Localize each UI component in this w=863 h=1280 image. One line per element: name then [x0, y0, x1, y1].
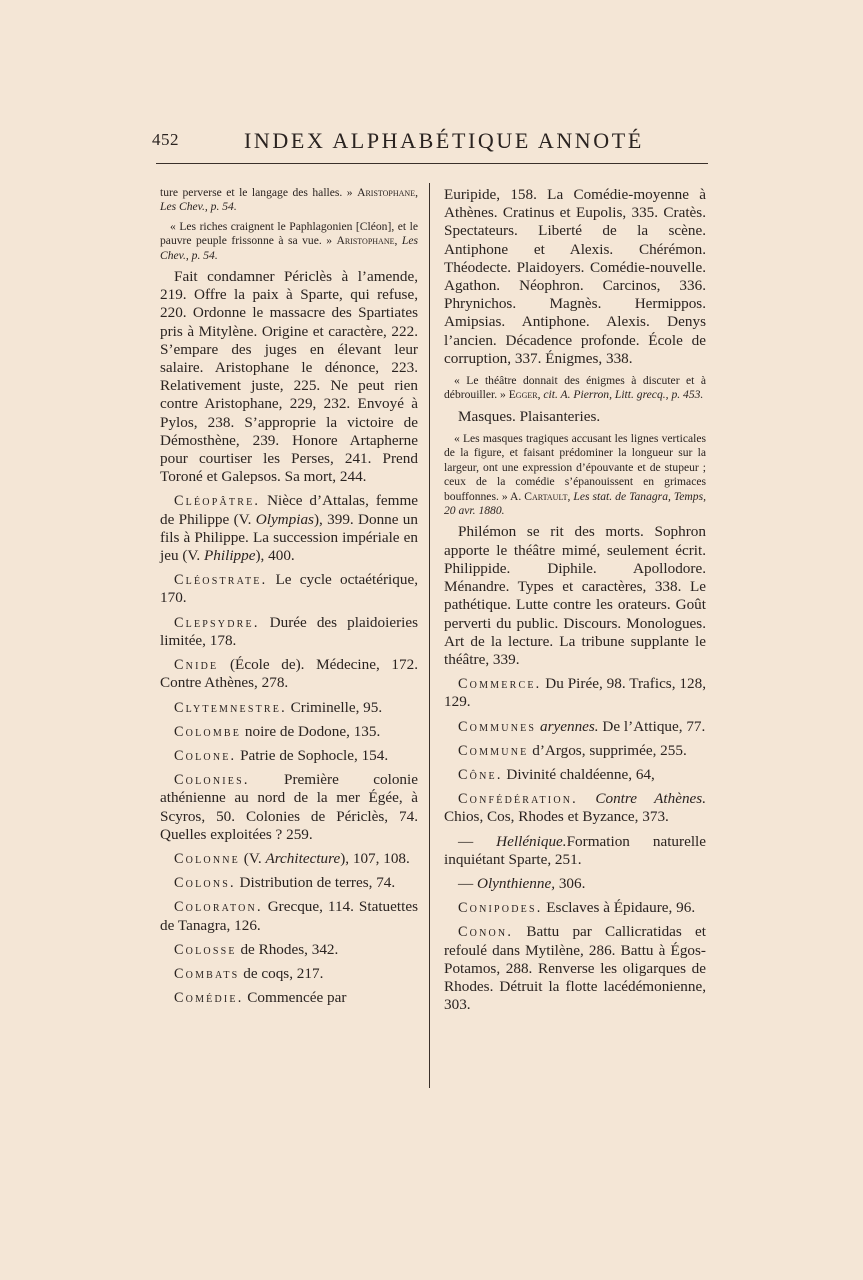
quote-cleon: « Les riches craignent le Paphlagonien [Cléon], et le pauvre peuple frissonne à sa vue. » Aristophane, Les Chev., p. 54.	[160, 219, 418, 262]
right-column	[444, 186, 706, 1020]
entry-clytemnestre: Clytemnestre. Criminelle, 95.	[174, 698, 383, 716]
running-title: INDEX ALPHABÉTIQUE ANNOTÉ	[244, 128, 644, 153]
entry-cleopatre: Cléopâtre. Nièce d’Attalas, femme de Philippe (V. Olympias), 399. Donne un fils à Philippe. La succession impériale en jeu (V. Philippe), 400.	[160, 492, 418, 565]
entry-colons: Colons. Distribution de terres, 74.	[174, 874, 396, 892]
entry-philemon: Philémon se rit des morts. Sophron apporte le théâtre mimé, seulement écrit. Philippide. Diphile. Apollodore. Ménandre. Types et caractères, 338. Le pathétique. Lutte contre les orateurs. Goût perverti du public. Discours. Monologues. Art de la lecture. La tribune supplante le théâtre, 339.	[444, 523, 706, 668]
entry-hellenique: — Hellénique.Formation naturelle inquiétant Sparte, 251.	[444, 832, 706, 868]
entry-commerce: Commerce. Du Pirée, 98. Trafics, 128, 129.	[444, 675, 706, 711]
entry-colonies: Colonies. Première colonie athénienne au nord de la mer Égée, à Scyros, 50. Colonies de Périclès, 74. Quelles exploitées ? 259.	[160, 771, 418, 843]
column-divider	[429, 183, 430, 1088]
quote-continuation: ture perverse et le langage des halles. » Aristophane, Les Chev., p. 54.	[160, 186, 418, 214]
left-column	[160, 186, 418, 1013]
entry-clepsydre: Clepsydre. Durée des plaidoieries limitée, 178.	[160, 613, 418, 649]
entry-comedie-continued: Euripide, 158. La Comédie-moyenne à Athènes. Cratinus et Eupolis, 335. Cratès. Spectateurs. Liberté de la scène. Antiphone et Alexis. Chérémon. Théodecte. Plaidoyers. Comédie-nouvelle. Agathon. Néophron. Carcinos, 336. Phrynichos. Magnès. Hermippos. Amipsias. Antiphone. Alexis. Denys l’ancien. Décadence profonde. École de corruption, 337. Énigmes, 338.	[444, 186, 706, 367]
entry-conipodes: Conipodes. Esclaves à Épidaure, 96.	[458, 899, 696, 917]
entry-combats: Combats de coqs, 217.	[174, 964, 324, 982]
entry-colosse: Colosse de Rhodes, 342.	[174, 940, 339, 958]
entry-cone: Cône. Divinité chaldéenne, 64,	[458, 765, 655, 783]
entry-commune: Commune d’Argos, supprimée, 255.	[458, 741, 687, 759]
entry-masques: Masques. Plaisanteries.	[458, 407, 601, 425]
entry-cleostrate: Cléostrate. Le cycle octaétérique, 170.	[160, 571, 418, 607]
entry-olynthienne: — Olynthienne, 306.	[458, 874, 586, 892]
entry-conon: Conon. Battu par Callicratidas et refoulé dans Mytilène, 286. Battu à Égos-Potamos, 288. Renverse les oligarques de Rhodes. Détruit la flotte lacédémonienne, 303.	[444, 923, 706, 1014]
entry-cnide: Cnide (École de). Médecine, 172. Contre Athènes, 278.	[160, 656, 418, 692]
page-header	[152, 128, 712, 158]
entry-coloraton: Coloraton. Grecque, 114. Statuettes de Tanagra, 126.	[160, 898, 418, 934]
entry-colonne: Colonne (V. Architecture), 107, 108.	[174, 849, 410, 867]
entry-communes: Communes aryennes. De l’Attique, 77.	[458, 717, 706, 735]
quote-cartault: « Les masques tragiques accusant les lignes verticales de la figure, et faisant prédominer la longueur sur la largeur, ont une expression d’épouvante et de stupeur ; ceux de la comédie s’épanouissent en grimaces bouffonnes. » A. Cartault, Les stat. de Tanagra, Temps, 20 avr. 1880.	[444, 432, 707, 518]
entry-colone: Colone. Patrie de Sophocle, 154.	[174, 746, 389, 764]
entry-confederation: Confédération. Contre Athènes. Chios, Cos, Rhodes et Byzance, 373.	[444, 790, 706, 826]
entry-cleon-text: Fait condamner Périclès à l’amende, 219. Offre la paix à Sparte, qui refuse, 220. Ordonne le massacre des Spartiates pris à Mitylène. Origine et caractère, 222. S’empare des juges en élevant leur salaire. Aristophane le dénonce, 223. Relativement juste, 225. Ne peut rien contre Aristophane, 229, 232. Envoyé à Pylos, 238. S’approprie la victoire de Démosthène, 239. Honore Artapherne pour courtiser les Perses, 241. Prend Toroné et Galepsos. Sa mort, 244.	[160, 268, 418, 486]
quote-egger: « Le théâtre donnait des énigmes à discuter et à débrouiller. » Egger, cit. A. Pierron, Litt. grecq., p. 453.	[444, 374, 706, 402]
entry-colombe: Colombe noire de Dodone, 135.	[174, 722, 381, 740]
page-number: 452	[152, 130, 179, 149]
header-rule	[156, 163, 708, 164]
entry-comedie: Comédie. Commencée par	[174, 989, 347, 1007]
